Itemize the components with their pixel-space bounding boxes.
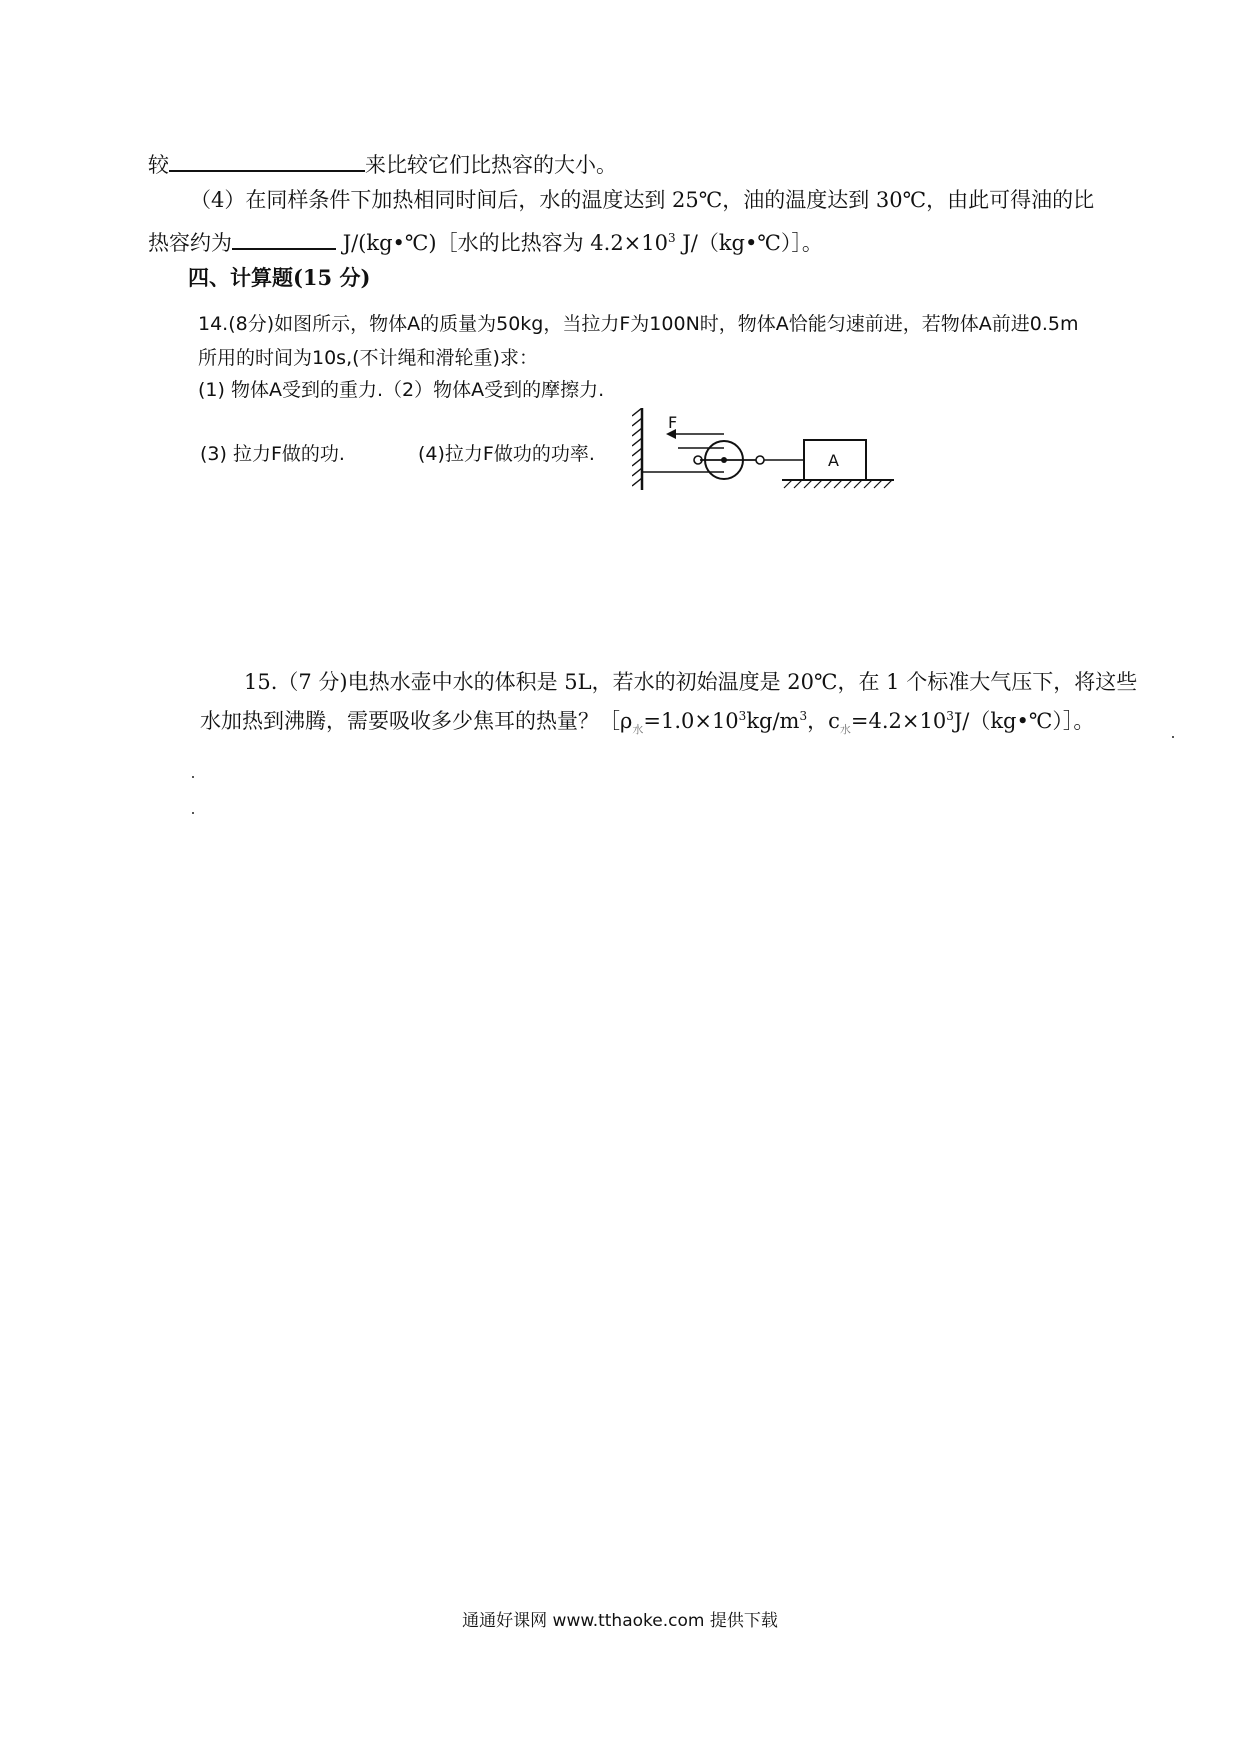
q14-line3: (1) 物体A受到的重力.（2）物体A受到的摩擦力. bbox=[198, 379, 605, 401]
q13-line3-end: J/（kg•℃）］。 bbox=[675, 231, 823, 255]
section-heading: 四、计算题(15 分) bbox=[188, 265, 371, 290]
scan-speck bbox=[192, 776, 194, 778]
q15-line2 bbox=[200, 702, 1094, 744]
q13-line3-prefix: 热容约为 bbox=[148, 231, 232, 255]
q15-line2-f: J/（kg•℃）］。 bbox=[953, 709, 1095, 733]
q15-exp1: 3 bbox=[738, 709, 747, 723]
footer-text: 通通好课网 www.tthaoke.com 提供下载 bbox=[462, 1611, 778, 1631]
q15-line2-b: =1.0×10 bbox=[643, 709, 739, 733]
q15-exp2: 3 bbox=[799, 709, 808, 723]
q15-rho-sub: 水 bbox=[632, 723, 644, 737]
answer-blank-2[interactable] bbox=[232, 226, 336, 250]
q15-line2-c: kg/m bbox=[746, 709, 800, 733]
pulley-diagram-svg bbox=[632, 408, 922, 498]
q13-line3-unit: J/(kg•℃)［水的比热容为 4.2×10 bbox=[342, 231, 669, 255]
q15-exp3: 3 bbox=[946, 709, 954, 723]
q15-line2-d: ，c bbox=[807, 709, 840, 733]
q14-line1: 14.(8分)如图所示，物体A的质量为50kg，当拉力F为100N时，物体A恰能匀速前进，若物体A前进0.5m bbox=[198, 313, 1079, 335]
q13-line1-prefix: 较 bbox=[148, 153, 169, 177]
scan-speck bbox=[192, 812, 194, 814]
hook-right bbox=[756, 456, 764, 464]
q13-line2: （4）在同样条件下加热相同时间后，水的温度达到 25℃，油的温度达到 30℃，由此可得油的比 bbox=[190, 188, 1095, 212]
q15-line2-e: =4.2×10 bbox=[850, 709, 947, 733]
q14-line2: 所用的时间为10s,(不计绳和滑轮重)求： bbox=[198, 347, 538, 369]
q13-line1-suffix: 来比较它们比热容的大小。 bbox=[365, 153, 617, 177]
wall-hatching bbox=[632, 408, 642, 486]
q13-line3 bbox=[148, 224, 823, 257]
block-label: A bbox=[828, 451, 839, 470]
q13-line3-exp: 3 bbox=[668, 231, 676, 245]
q15-line2-a: 水加热到沸腾，需要吸收多少焦耳的热量？［ρ bbox=[200, 709, 633, 733]
q15-line1: 15.（7 分)电热水壶中水的体积是 5L，若水的初始温度是 20℃，在 1 个标准大气压下，将这些 bbox=[244, 670, 1138, 694]
answer-blank-1[interactable] bbox=[169, 148, 365, 172]
force-label: F bbox=[668, 413, 678, 432]
pulley-diagram bbox=[632, 408, 922, 498]
scan-speck bbox=[1172, 736, 1174, 738]
q13-line1 bbox=[148, 148, 617, 179]
q15-c-sub: 水 bbox=[839, 723, 851, 737]
q14-line4a: (3) 拉力F做的功. bbox=[200, 443, 345, 465]
ground-hatching bbox=[784, 480, 892, 488]
q14-line4b: (4)拉力F做功的功率. bbox=[418, 443, 595, 465]
